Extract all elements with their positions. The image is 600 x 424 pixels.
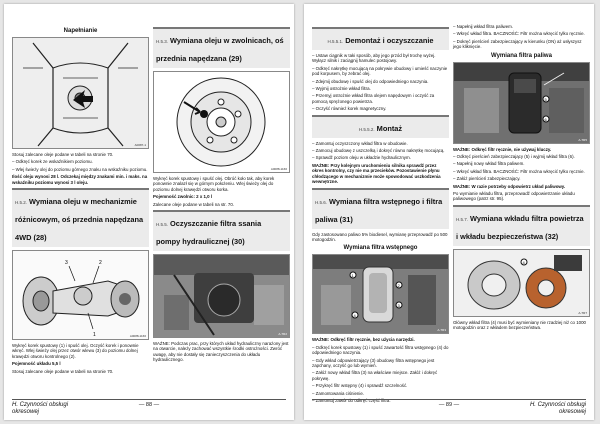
text-paragraph: – Załóż pierścień zabezpieczający. bbox=[453, 176, 521, 182]
section-title: Oczyszczanie filtra ssania pompy hydraulicznej (30) bbox=[156, 219, 262, 247]
right-footer bbox=[312, 399, 586, 416]
text-paragraph: Po wymianie wkładu filtra, przeprowadź odpowietrzanie układu paliwowego (patrz str. 95). bbox=[453, 191, 575, 202]
text-paragraph: Gdy zastosowano paliwo 5% biodiesel, wymianę przeprowadź po 500 motogodzin. bbox=[312, 231, 448, 242]
figure-code: A0087-1 bbox=[134, 143, 146, 147]
section-heading bbox=[312, 27, 449, 50]
text-paragraph: – Odkręć korek ze wskaźnikiem poziomu. bbox=[12, 159, 93, 165]
text-paragraph: – Wkręć wkład filtra. BACZNOŚĆ: Filtr można wkręcić tylko ręcznie. bbox=[453, 168, 585, 174]
text-paragraph: – Wkręć wkład filtra. BACZNOŚĆ: Filtr można wkręcić tylko ręcznie. bbox=[453, 31, 585, 37]
text-paragraph: – Załóż nowy wkład filtra (3) na właściwe miejsce. Załóż i dokręć pokrywę. bbox=[312, 370, 438, 381]
text-paragraph: WAŻNE: Podczas prac, przy których układ hydrauliczny narażony jest na otwarcie, należy zachować wszystkie środki ostrożności. Zwróć uwagę, aby nie dostały się zanieczyszczenia do układu hydraulicznego. bbox=[153, 341, 289, 363]
text-paragraph: – Odkręć korek spustowy (1) i spuść zawartość filtra wstępnego (4) do odpowiedniego naczynia. bbox=[312, 344, 449, 356]
svg-text:1: 1 bbox=[93, 332, 96, 339]
section-heading bbox=[312, 188, 449, 229]
svg-text:4: 4 bbox=[353, 313, 356, 319]
text-paragraph: Ilość oleju wynosi 28 l. Odczekaj między znakami min. i maks. na wskaźniku poziomu wynosi 3 l oleju. bbox=[12, 174, 148, 185]
section-heading bbox=[153, 27, 290, 68]
section-title: Montaż bbox=[376, 123, 403, 133]
text-paragraph: WAŻNE: Odkręć filtr ręcznie, bez użycia narzędzi. bbox=[312, 337, 415, 343]
text-paragraph: – Gdy wkład odpowietrzający (3) obudowy filtra wstępnego jest zapchany, oczyść go lub wymień. bbox=[312, 357, 435, 368]
footer-chapter-title: H. Czynności obsługi okresowej bbox=[12, 402, 69, 415]
section-number: H.5.5. bbox=[156, 222, 169, 228]
section-title: Wymiana oleju w zwolnicach, oś przednia napędzana (29) bbox=[156, 36, 284, 63]
hydraulic-filter-photo bbox=[153, 254, 290, 338]
page-number: — 88 — bbox=[138, 402, 160, 408]
text-paragraph: WAŻNE: W razie potrzeby odpowietrz układ paliwowy. bbox=[453, 183, 566, 189]
text-paragraph: – Zamontowania ciśnienie. bbox=[312, 390, 364, 396]
air-filter-photo bbox=[453, 249, 590, 317]
svg-text:2: 2 bbox=[397, 283, 400, 289]
figure-code: A-TR7 bbox=[578, 310, 587, 315]
section-heading bbox=[312, 115, 449, 138]
right-column-1 bbox=[312, 24, 449, 403]
section-number: H.5.6. bbox=[315, 199, 328, 205]
section-number: H.5.5.1. bbox=[327, 39, 344, 44]
svg-text:1: 1 bbox=[351, 273, 354, 279]
text-paragraph: – Zamocuj obudowę z uszczelką i dokręć równo nakrętkę mocującą. bbox=[312, 148, 445, 154]
fuel-filter-photo bbox=[453, 62, 590, 144]
text-paragraph: Pojemność zwolnic: 2 x 1,0 l bbox=[153, 194, 213, 200]
text-paragraph: – Napełnij nowy wkład filtra paliwem. bbox=[453, 161, 525, 167]
text-paragraph: – Napełnij wkład filtra paliwem. bbox=[453, 24, 514, 29]
text-paragraph: Zalecane oleje podane w tabeli na str. 70. bbox=[153, 201, 235, 207]
text-paragraph: – Odkręć nakrętkę mocującą na pokrywie obudowy i umieść naczynie pod korpusem, by zebrać olej. bbox=[312, 65, 448, 77]
text-paragraph: – Odkręć pierścień zabezpieczający (5) i wyjmij wkład filtra (6). bbox=[453, 154, 575, 160]
text-paragraph: – Przykręć filtr wstępny (4) i sprawdź szczelność. bbox=[312, 383, 408, 389]
prefilter-photo bbox=[312, 254, 449, 334]
section-heading bbox=[12, 188, 149, 247]
text-paragraph: Pojemność układu 5,5 l bbox=[12, 361, 61, 367]
figure-code: A0088-1166 bbox=[129, 334, 146, 339]
text-paragraph: – Zamontuj oczyszczony wkład filtra w obudowie. bbox=[312, 140, 408, 146]
text-paragraph: – Wlej świeży olej do poziomu górnego znaku na wskaźniku poziomu. bbox=[12, 166, 148, 172]
text-paragraph: – Dokręć pierścień zabezpieczający w kierunku (ON) aż usłyszysz jego kliknięcie. bbox=[453, 38, 582, 50]
svg-text:3: 3 bbox=[397, 303, 400, 309]
section-title: Demontaż i oczyszczanie bbox=[345, 36, 434, 45]
svg-text:3: 3 bbox=[65, 260, 68, 267]
section-title: Wymiana wkładu filtra powietrza i wkładu bezpieczeństwa (32) bbox=[456, 213, 584, 241]
subsection-title: Wymiana filtra wstępnego bbox=[343, 245, 418, 252]
section-title: Wymiana filtra wstępnego i filtra paliwa (31) bbox=[315, 196, 443, 224]
text-paragraph: – Zdejmij obudowę i spuść olej do odpowiedniego naczynia. bbox=[312, 78, 429, 84]
text-paragraph: Stosuj zalecane oleje podane w tabeli na stronie 70. bbox=[12, 152, 114, 157]
svg-text:4: 4 bbox=[522, 259, 525, 265]
subsection-title: Wymiana filtra paliwa bbox=[491, 52, 552, 59]
section-number: H.5.7. bbox=[456, 216, 469, 222]
section-number: H.5.2. bbox=[15, 200, 28, 206]
axle-top-figure bbox=[12, 37, 149, 149]
text-paragraph: Główny wkład filtra (4) musi być wymieniany nie rzadziej niż co 1000 motogodzin oraz z wkładem bezpieczeństwa. bbox=[453, 319, 586, 331]
right-column-2 bbox=[453, 24, 590, 392]
section-number: H.5.5.2. bbox=[358, 126, 375, 132]
text-paragraph: – Oczyść również korek magnetyczny. bbox=[312, 106, 387, 112]
left-page bbox=[4, 4, 294, 420]
page-number: — 89 — bbox=[438, 402, 460, 408]
figure-code: A-TR5 bbox=[578, 137, 587, 142]
text-paragraph: WAŻNE: Przy kolejnym uruchomieniu silnika sprawdź przez okres kontrolny, czy nie ma przecieków. Pozostawienie płynu chłodzącego w mechanizmie może spowodować uszkodzenia wewnętrzne. bbox=[312, 162, 441, 185]
svg-text:2: 2 bbox=[99, 260, 102, 267]
left-column-2 bbox=[153, 24, 290, 392]
wheel-hub-figure bbox=[153, 71, 290, 173]
figure-code: A-TR3 bbox=[437, 328, 446, 333]
section-title: Wymiana oleju w mechanizmie różnicowym, oś przednia napędzana 4WD (28) bbox=[15, 197, 144, 243]
differential-figure bbox=[12, 250, 149, 340]
figure-code: A0088-1166 bbox=[270, 167, 287, 171]
napelnianie-title: Napełnianie bbox=[63, 28, 98, 34]
text-paragraph: Wykręć korek spustowy (1) i spuść olej. Oczyść korek i ponownie wkręć. Wlej świeży olej przez otwór wlewu (3) do poziomu dolnej krawędzi otworu kontrolnego (2). bbox=[12, 343, 139, 359]
right-page bbox=[304, 4, 594, 420]
text-paragraph: – Wyjmij ostrożnie wkład filtra. bbox=[312, 86, 371, 92]
svg-text:6: 6 bbox=[544, 116, 547, 122]
figure-code: A-TR2 bbox=[278, 332, 287, 337]
section-heading bbox=[153, 210, 290, 251]
svg-text:5: 5 bbox=[544, 96, 547, 102]
section-heading bbox=[453, 205, 590, 246]
text-paragraph: – Ustaw ciągnik w taki sposób, aby jego przód był trochę wyżej. Wyłącz silnik i zaciągnij hamulec postojowy. bbox=[312, 53, 436, 64]
text-paragraph: WAŻNE: Odkręć filtr ręcznie, nie używaj kluczy. bbox=[453, 146, 552, 152]
text-paragraph: Stosuj zalecane oleje podane w tabeli na stronie 70. bbox=[12, 368, 114, 374]
section-number: H.5.3. bbox=[156, 39, 169, 44]
text-paragraph: – Przemyj ostrożnie wkład filtra olejem napędowym i oczyść za pomocą sprężonego powietrza. bbox=[312, 93, 435, 104]
footer-chapter-title: H. Czynności obsługi okresowej bbox=[529, 402, 586, 415]
left-footer bbox=[12, 399, 286, 416]
text-paragraph: Wykręć korek spustowy i spuść olej. Obróć koło tak, aby korek ponownie znalazł się w górnym położeniu. Wlej świeży olej do poziomu dolnej krawędzi otworu korka. bbox=[153, 176, 275, 192]
left-column-1 bbox=[12, 24, 149, 392]
text-paragraph: – Zamontuj zawór do odkręć część filtra. bbox=[312, 397, 391, 403]
text-paragraph: – Sprawdź poziom oleju w układzie hydraulicznym. bbox=[312, 155, 411, 161]
